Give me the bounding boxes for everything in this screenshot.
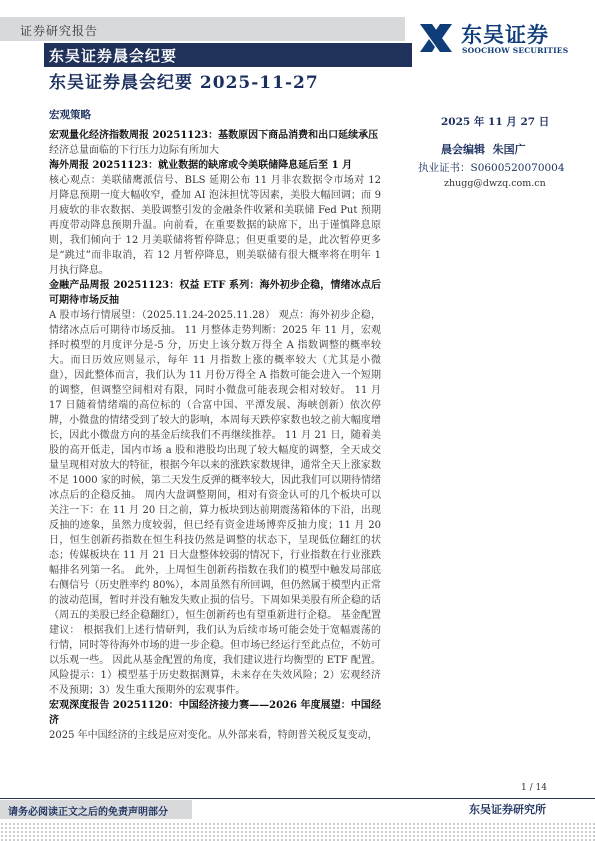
section-heading: 金融产品周报 20251123：权益 ETF 系列：海外初步企稳，情绪冰点后可期待市场反抽 — [49, 280, 381, 306]
author-email[interactable]: zhugg@dwzq.com.cn — [444, 178, 546, 189]
report-type-tag: 证券研究报告 — [20, 24, 99, 38]
page-total: 14 — [535, 783, 547, 793]
footer-dot-pattern — [0, 822, 595, 841]
series-name: 东吴证券晨会纪要 — [49, 47, 178, 65]
section-body: 2025 年中国经济的主线是应对变化。从外部来看，特朗普关税反复变动， — [49, 730, 378, 741]
license-line — [418, 160, 565, 175]
logo-mark-icon — [416, 18, 456, 58]
logo-text-en: SOOCHOW SECURITIES — [462, 46, 569, 55]
footer-divider — [0, 798, 595, 799]
author-name: 朱国广 — [492, 143, 526, 156]
logo-text-cn: 东吴证券 — [461, 22, 549, 47]
section-heading: 海外周报 20251123：就业数据的缺席或令美联储降息延后至 1 月 — [49, 160, 353, 171]
report-title: 东吴证券晨会纪要 2025-11-27 — [49, 73, 319, 93]
license-label: 执业证书： — [418, 162, 471, 174]
report-date: 2025 年 11 月 27 日 — [441, 116, 550, 128]
footer-institution: 东吴证券研究所 — [469, 803, 546, 816]
footer-disclaimer: 请务必阅读正文之后的免责声明部分 — [8, 807, 168, 818]
page-current: 1 — [521, 783, 527, 793]
section-heading: 宏观量化经济指数周报 20251123：基数原因下商品消费和出口延续承压 — [49, 130, 379, 141]
author-line — [441, 141, 526, 157]
page-number: 1 / 14 — [521, 783, 547, 793]
section-heading: 宏观深度报告 20251120：中国经济接力赛——2026 年度展望：中国经济 — [49, 700, 381, 726]
section-body: 经济总量面临的下行压力边际有所加大 — [49, 145, 219, 156]
section-body: A 股市场行情展望：（2025.11.24-2025.11.28） 观点：海外初步企稳，情绪冰点后可期待市场反抽。 11 月整体走势判断：2025 年 11 月，宏观择时模型的月度评分是-5 分，历史上该分数万得全 A 指数调整的概率较大。而日历效应则显示，每年 11 月指数上涨的概率较大（尤其是小微盘），因此整体而言，我们认为 11 月份万得全 A 指数可能会进入一个短期的调整，但调整空间相对有限，同时小微盘可能表现会相对较好。 11 月 17 日随着情绪端的高位标的（合富中国、平潭发展、海峡创新）依次停牌，小微盘的情绪受到了较大的影响，本周每天跌停家数也较之前大幅度增长，因此小微盘方向的基金后续我们不再继续推荐。 11 月 21 日，随着美股的高开低走，国内市场 a 股和港股均出现了较大幅度的调整，全天成交量呈现相对放大的特征，根据今年以来的涨跌家数规律，通常全天上涨家数不足 1000 家的时候，第二天发生反弹的概率较大，因此我们可以期待情绪冰点后的企稳反抽。 周内大盘调整期间，相对有资金认可的几个板块可以关注一下：在 11 月 20 日之前，算力板块到达前期震荡箱体的下沿，出现反抽的迹象，虽然力度较弱，但已经有资金进场博弈反抽力度；11 月 20 日，恒生创新药指数在恒生科技仍然是调整的状态下，呈现低位翻红的状态；传媒板块在 11 月 21 日大盘整体较弱的情况下，行业指数在行业涨跌幅排名列第一名。 此外，上周恒生创新药指数在我们的模型中触发局部底右侧信号（历史胜率约 80%），本周虽然有所回调，但仍然属于模型内正常的波动范围，暂时并没有触发失败止损的信号。下周如果美股有所企稳的话（周五的美股已经企稳翻红），恒生创新药也有望重新进行企稳。 基金配置建议： 根据我们上述行情研判，我们认为后续市场可能会处于宽幅震荡的行情，同时等待海外市场的进一步企稳。但市场已经运行至此点位，不妨可以乐观一些。 因此从基金配置的角度，我们建议进行均衡型的 ETF 配置。 风险提示：1）模型基于历史数据测算，未来存在失效风险；2）宏观经济不及预期；3）发生重大预期外的宏观事件。 — [49, 310, 381, 696]
soochow-logo — [416, 18, 584, 60]
author-label: 晨会编辑 — [441, 143, 485, 156]
report-body — [49, 128, 381, 773]
report-category: 宏观策略 — [49, 109, 91, 121]
section-body: 核心观点：美联储鹰派信号、BLS 延期公布 11 月非农数据令市场对 12 月降息预期一度大幅收窄，叠加 AI 泡沫担忧等因素，美股大幅回调；而 9 月疲软的非农数据、美股调整引发的金融条件收紧和美联储 Fed Put 预期再度带动降息预期升温。向前看，在重要数据的缺席下，出于谨慎降息原则，我们倾向于 12 月美联储将暂停降息；但更重要的是，此次暂停更多是“跳过”而非取消，若 12 月暂停降息，则美联储有很大概率将在明年 1 月执行降息。 — [49, 175, 381, 276]
license-number: S0600520070004 — [470, 162, 565, 174]
